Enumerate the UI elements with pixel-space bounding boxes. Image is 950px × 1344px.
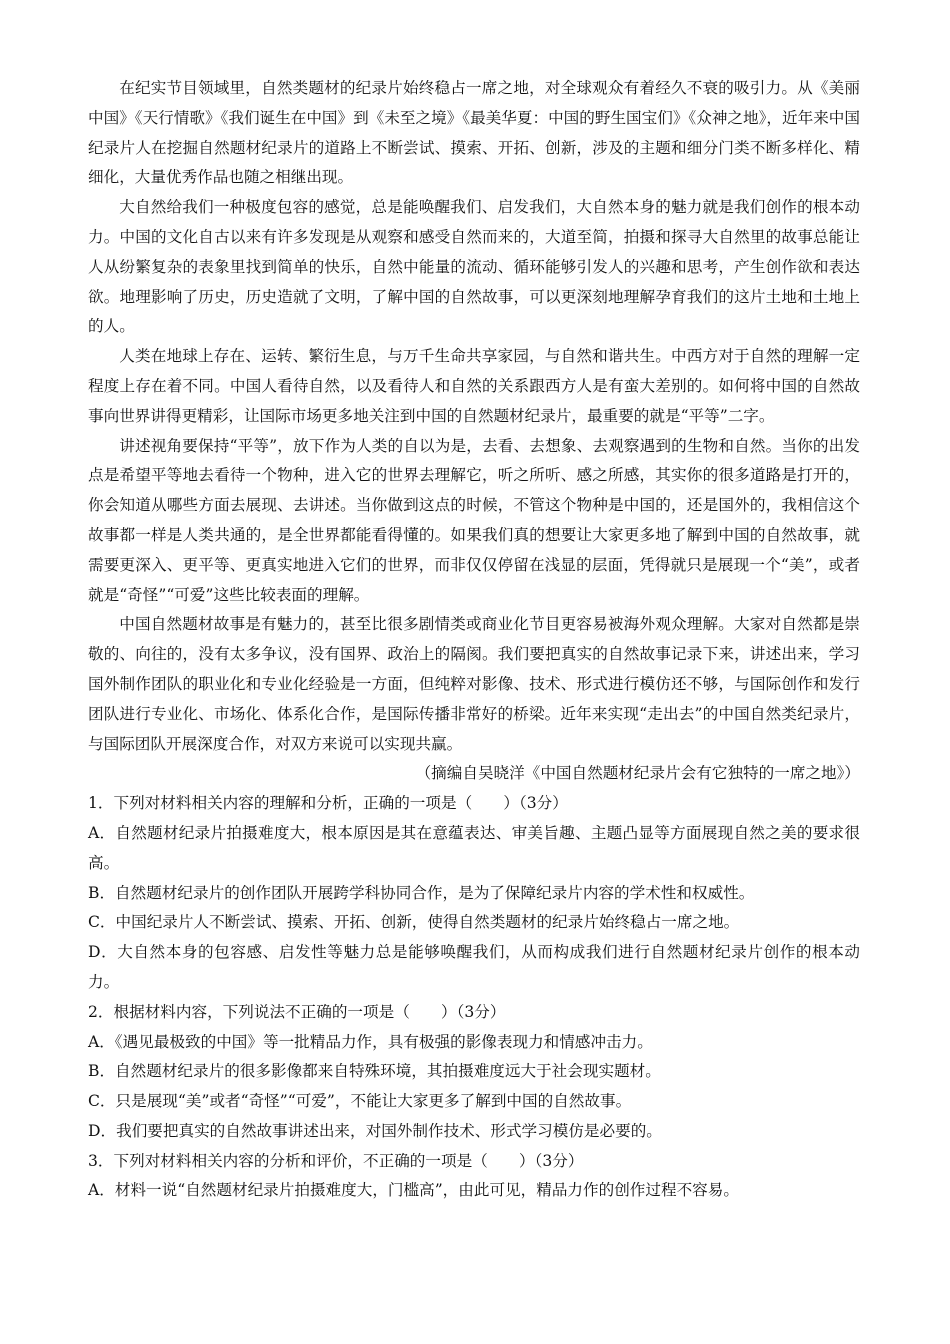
question-option: B．自然题材纪录片的很多影像都来自特殊环境，其拍摄难度远大于社会现实题材。 xyxy=(88,1062,661,1081)
question-option: A．《遇见最极致的中国》等一批精品力作，具有极强的影像表现力和情感冲击力。 xyxy=(88,1032,653,1051)
question-stem: 1．下列对材料相关内容的理解和分析，正确的一项是（ ）（3分） xyxy=(88,794,568,813)
question-option: B．自然题材纪录片的创作团队开展跨学科协同合作，是为了保障纪录片内容的学术性和权威性。 xyxy=(88,883,755,902)
article-source: （摘编自吴晓洋《中国自然题材纪录片会有它独特的一席之地》） xyxy=(415,764,860,783)
exam-page xyxy=(88,74,860,1206)
question-option: D．大自然本身的包容感、启发性等魅力总是能够唤醒我们，从而构成我们进行自然题材纪录片创作的根本动力。 xyxy=(88,943,860,991)
article-paragraph: 在纪实节目领域里，自然类题材的纪录片始终稳占一席之地，对全球观众有着经久不衰的吸引力。从《美丽中国》《天行情歌》《我们诞生在中国》到《未至之境》《最美华夏：中国的野生国宝们》《众神之地》，近年来中国纪录片人在挖掘自然题材纪录片的道路上不断尝试、摸索、开拓、创新，涉及的主题和细分门类不断多样化、精细化，大量优秀作品也随之相继出现。 xyxy=(88,79,860,187)
question-option: A．材料一说“自然题材纪录片拍摄难度大，门槛高”，由此可见，精品力作的创作过程不容易。 xyxy=(88,1181,739,1200)
question-stem: 2．根据材料内容，下列说法不正确的一项是（ ）（3分） xyxy=(88,1002,506,1021)
article-paragraph: 大自然给我们一种极度包容的感觉，总是能唤醒我们、启发我们，大自然本身的魅力就是我们创作的根本动力。中国的文化自古以来有许多发现是从观察和感受自然而来的，大道至简，拍摄和探寻大自然里的故事总能让人从纷繁复杂的表象里找到简单的快乐，自然中能量的流动、循环能够引发人的兴趣和思考，产生创作欲和表达欲。地理影响了历史，历史造就了文明，了解中国的自然故事，可以更深刻地理解孕育我们的这片土地和土地上的人。 xyxy=(88,198,860,336)
article-paragraph: 讲述视角要保持“平等”，放下作为人类的自以为是，去看、去想象、去观察遇到的生物和自然。当你的出发点是希望平等地去看待一个物种，进入它的世界去理解它，听之所听、感之所感，其实你的很多道路是打开的，你会知道从哪些方面去展现、去讲述。当你做到这点的时候，不管这个物种是中国的，还是国外的，我相信这个故事都一样是人类共通的，是全世界都能看得懂的。如果我们真的想要让大家更多地了解到中国的自然故事，就需要更深入、更平等、更真实地进入它们的世界，而非仅仅停留在浅显的层面，凭得就只是展现一个“美”，或者就是“奇怪”“可爱”这些比较表面的理解。 xyxy=(88,436,860,604)
article-paragraph: 中国自然题材故事是有魅力的，甚至比很多剧情类或商业化节目更容易被海外观众理解。大家对自然都是崇敬的、向往的，没有太多争议，没有国界、政治上的隔阂。我们要把真实的自然故事记录下来，讲述出来，学习国外制作团队的职业化和专业化经验是一方面，但纯粹对影像、技术、形式进行模仿还不够，与国际创作和发行团队进行专业化、市场化、体系化合作，是国际传播非常好的桥梁。近年来实现“走出去”的中国自然类纪录片，与国际团队开展深度合作，对双方来说可以实现共赢。 xyxy=(88,615,860,753)
question-option: A．自然题材纪录片拍摄难度大，根本原因是其在意蕴表达、审美旨趣、主题凸显等方面展现自然之美的要求很高。 xyxy=(88,823,860,872)
article-paragraph: 人类在地球上存在、运转、繁衍生息，与万千生命共享家园，与自然和谐共生。中西方对于自然的理解一定程度上存在着不同。中国人看待自然，以及看待人和自然的关系跟西方人是有蛮大差别的。如何将中国的自然故事向世界讲得更精彩，让国际市场更多地关注到中国的自然题材纪录片，最重要的就是“平等”二字。 xyxy=(88,347,860,425)
question-3 xyxy=(88,1147,860,1207)
question-option: C．中国纪录片人不断尝试、摸索、开拓、创新，使得自然类题材的纪录片始终稳占一席之地。 xyxy=(88,913,740,932)
question-option: C．只是展现“美”或者“奇怪”“可爱”，不能让大家更多了解到中国的自然故事。 xyxy=(88,1092,632,1111)
question-1 xyxy=(88,789,860,998)
question-option: D．我们要把真实的自然故事讲述出来，对国外制作技术、形式学习模仿是必要的。 xyxy=(88,1121,662,1140)
article xyxy=(88,74,860,789)
question-stem: 3．下列对材料相关内容的分析和评价，不正确的一项是（ ）（3分） xyxy=(88,1151,584,1170)
question-2 xyxy=(88,998,860,1147)
